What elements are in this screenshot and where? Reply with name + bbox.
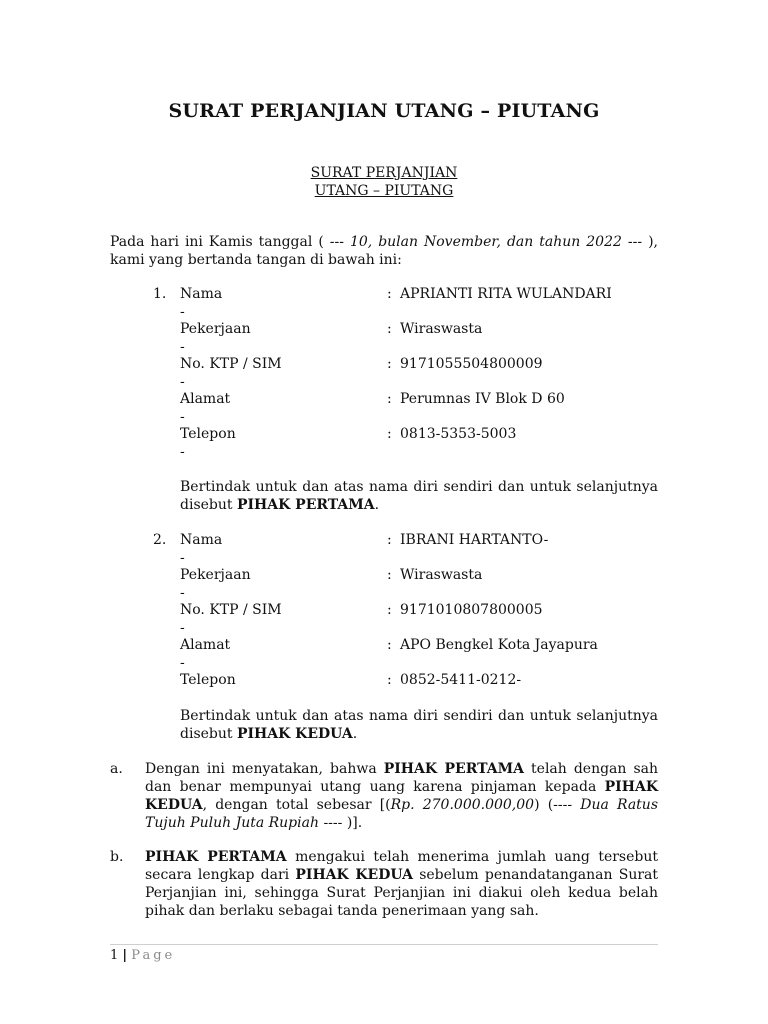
party-1-statement xyxy=(180,478,658,514)
intro-paragraph xyxy=(110,233,658,269)
field-dash: - xyxy=(180,655,185,671)
statement-text: Bertindak untuk dan atas nama diri sendiri dan untuk selanjutnya disebut xyxy=(180,708,658,742)
clause-text: telah dengan sah dan benar mempunyai utang uang karena pinjaman kepada xyxy=(145,761,658,795)
field-value: APO Bengkel Kota Jayapura xyxy=(400,637,598,653)
party-1-row-job xyxy=(0,320,768,338)
party-2-statement xyxy=(180,707,658,743)
field-label: Telepon xyxy=(180,672,236,688)
field-label: Alamat xyxy=(180,391,231,407)
statement-end: . xyxy=(374,497,380,513)
field-value: IBRANI HARTANTO- xyxy=(400,532,549,548)
clause-bold: PIHAK KEDUA xyxy=(145,779,658,813)
field-dash: - xyxy=(180,585,185,601)
field-value: Wiraswasta xyxy=(400,321,483,337)
clause-b-text xyxy=(145,848,658,920)
field-colon: : xyxy=(387,391,392,407)
clause-text: , dengan total sebesar [( xyxy=(202,797,391,813)
field-dash: - xyxy=(180,409,185,425)
party-2-row-job xyxy=(0,566,768,584)
field-value: Wiraswasta xyxy=(400,567,483,583)
field-value: 9171010807800005 xyxy=(400,602,543,618)
statement-end: . xyxy=(352,726,358,742)
field-label: No. KTP / SIM xyxy=(180,356,282,372)
field-label: Nama xyxy=(180,532,223,548)
field-dash: - xyxy=(180,339,185,355)
intro-date: --- 10, bulan November, dan tahun 2022 --- xyxy=(329,234,643,250)
page-number: 1 xyxy=(110,948,119,963)
clause-text: Dengan ini menyatakan, bahwa xyxy=(145,761,384,777)
clause-bold: PIHAK PERTAMA xyxy=(383,761,524,777)
field-colon: : xyxy=(387,356,392,372)
party-1-row-address xyxy=(0,390,768,408)
field-colon: : xyxy=(387,532,392,548)
field-label: No. KTP / SIM xyxy=(180,602,282,618)
document-title: SURAT PERJANJIAN UTANG – PIUTANG xyxy=(168,100,600,122)
field-dash: - xyxy=(180,374,185,390)
clause-text: mengakui telah menerima jumlah uang tersebut secara lengkap dari xyxy=(145,849,658,883)
clause-a-letter: a. xyxy=(110,761,123,777)
field-colon: : xyxy=(387,426,392,442)
field-dash: - xyxy=(180,550,185,566)
field-colon: : xyxy=(387,567,392,583)
field-colon: : xyxy=(387,286,392,302)
page-footer xyxy=(110,948,175,964)
field-dash: - xyxy=(180,304,185,320)
intro-lead-text: Pada hari ini Kamis tanggal ( xyxy=(110,234,330,250)
field-value: APRIANTI RITA WULANDARI xyxy=(400,286,612,302)
page-label: Page xyxy=(131,948,176,963)
field-value: 0813-5353-5003 xyxy=(400,426,517,442)
intro-tail-text: ), kami yang bertanda tangan di bawah ini: xyxy=(110,234,658,268)
party-1-designation: PIHAK PERTAMA xyxy=(236,497,375,513)
clause-text: ) (---- xyxy=(534,797,581,813)
party-2-row-address xyxy=(0,636,768,654)
field-label: Pekerjaan xyxy=(180,321,251,337)
subtitle-line-1: SURAT PERJANJIAN xyxy=(310,165,458,181)
party-2-row-phone xyxy=(0,671,768,689)
party-2-row-name xyxy=(0,531,768,549)
field-label: Telepon xyxy=(180,426,236,442)
clause-text: ---- )]. xyxy=(319,815,363,831)
field-colon: : xyxy=(387,672,392,688)
field-dash: - xyxy=(180,444,185,460)
party-2-number: 2. xyxy=(153,532,167,548)
field-label: Nama xyxy=(180,286,223,302)
clause-bold: PIHAK PERTAMA xyxy=(145,849,287,865)
footer-divider xyxy=(110,944,658,945)
subtitle-line-2: UTANG – PIUTANG xyxy=(314,183,454,199)
field-colon: : xyxy=(387,321,392,337)
party-1-row-id xyxy=(0,355,768,373)
field-colon: : xyxy=(387,602,392,618)
party-1-row-name xyxy=(0,285,768,303)
footer-separator: | xyxy=(122,948,128,963)
field-value: Perumnas IV Blok D 60 xyxy=(400,391,565,407)
clause-text: sebelum penandatanganan Surat Perjanjian ini, sehingga Surat Perjanjian ini diakui oleh kedua belah pihak dan berlaku sebagai tanda penerimaan yang sah. xyxy=(145,867,659,919)
party-1-number: 1. xyxy=(153,286,167,302)
field-dash: - xyxy=(180,620,185,636)
party-1-row-phone xyxy=(0,425,768,443)
field-value: 9171055504800009 xyxy=(400,356,543,372)
field-label: Pekerjaan xyxy=(180,567,251,583)
statement-text: Bertindak untuk dan atas nama diri sendiri dan untuk selanjutnya disebut xyxy=(180,479,658,513)
loan-amount-words: Dua Ratus Tujuh Puluh Juta Rupiah xyxy=(145,797,659,831)
field-value: 0852-5411-0212- xyxy=(400,672,522,688)
clause-a-text xyxy=(145,760,658,832)
party-2-designation: PIHAK KEDUA xyxy=(236,726,353,742)
clause-bold: PIHAK KEDUA xyxy=(295,867,413,883)
field-label: Alamat xyxy=(180,637,231,653)
field-colon: : xyxy=(387,637,392,653)
party-2-row-id xyxy=(0,601,768,619)
loan-amount: Rp. 270.000.000,00 xyxy=(390,797,535,813)
clause-b-letter: b. xyxy=(110,849,124,865)
